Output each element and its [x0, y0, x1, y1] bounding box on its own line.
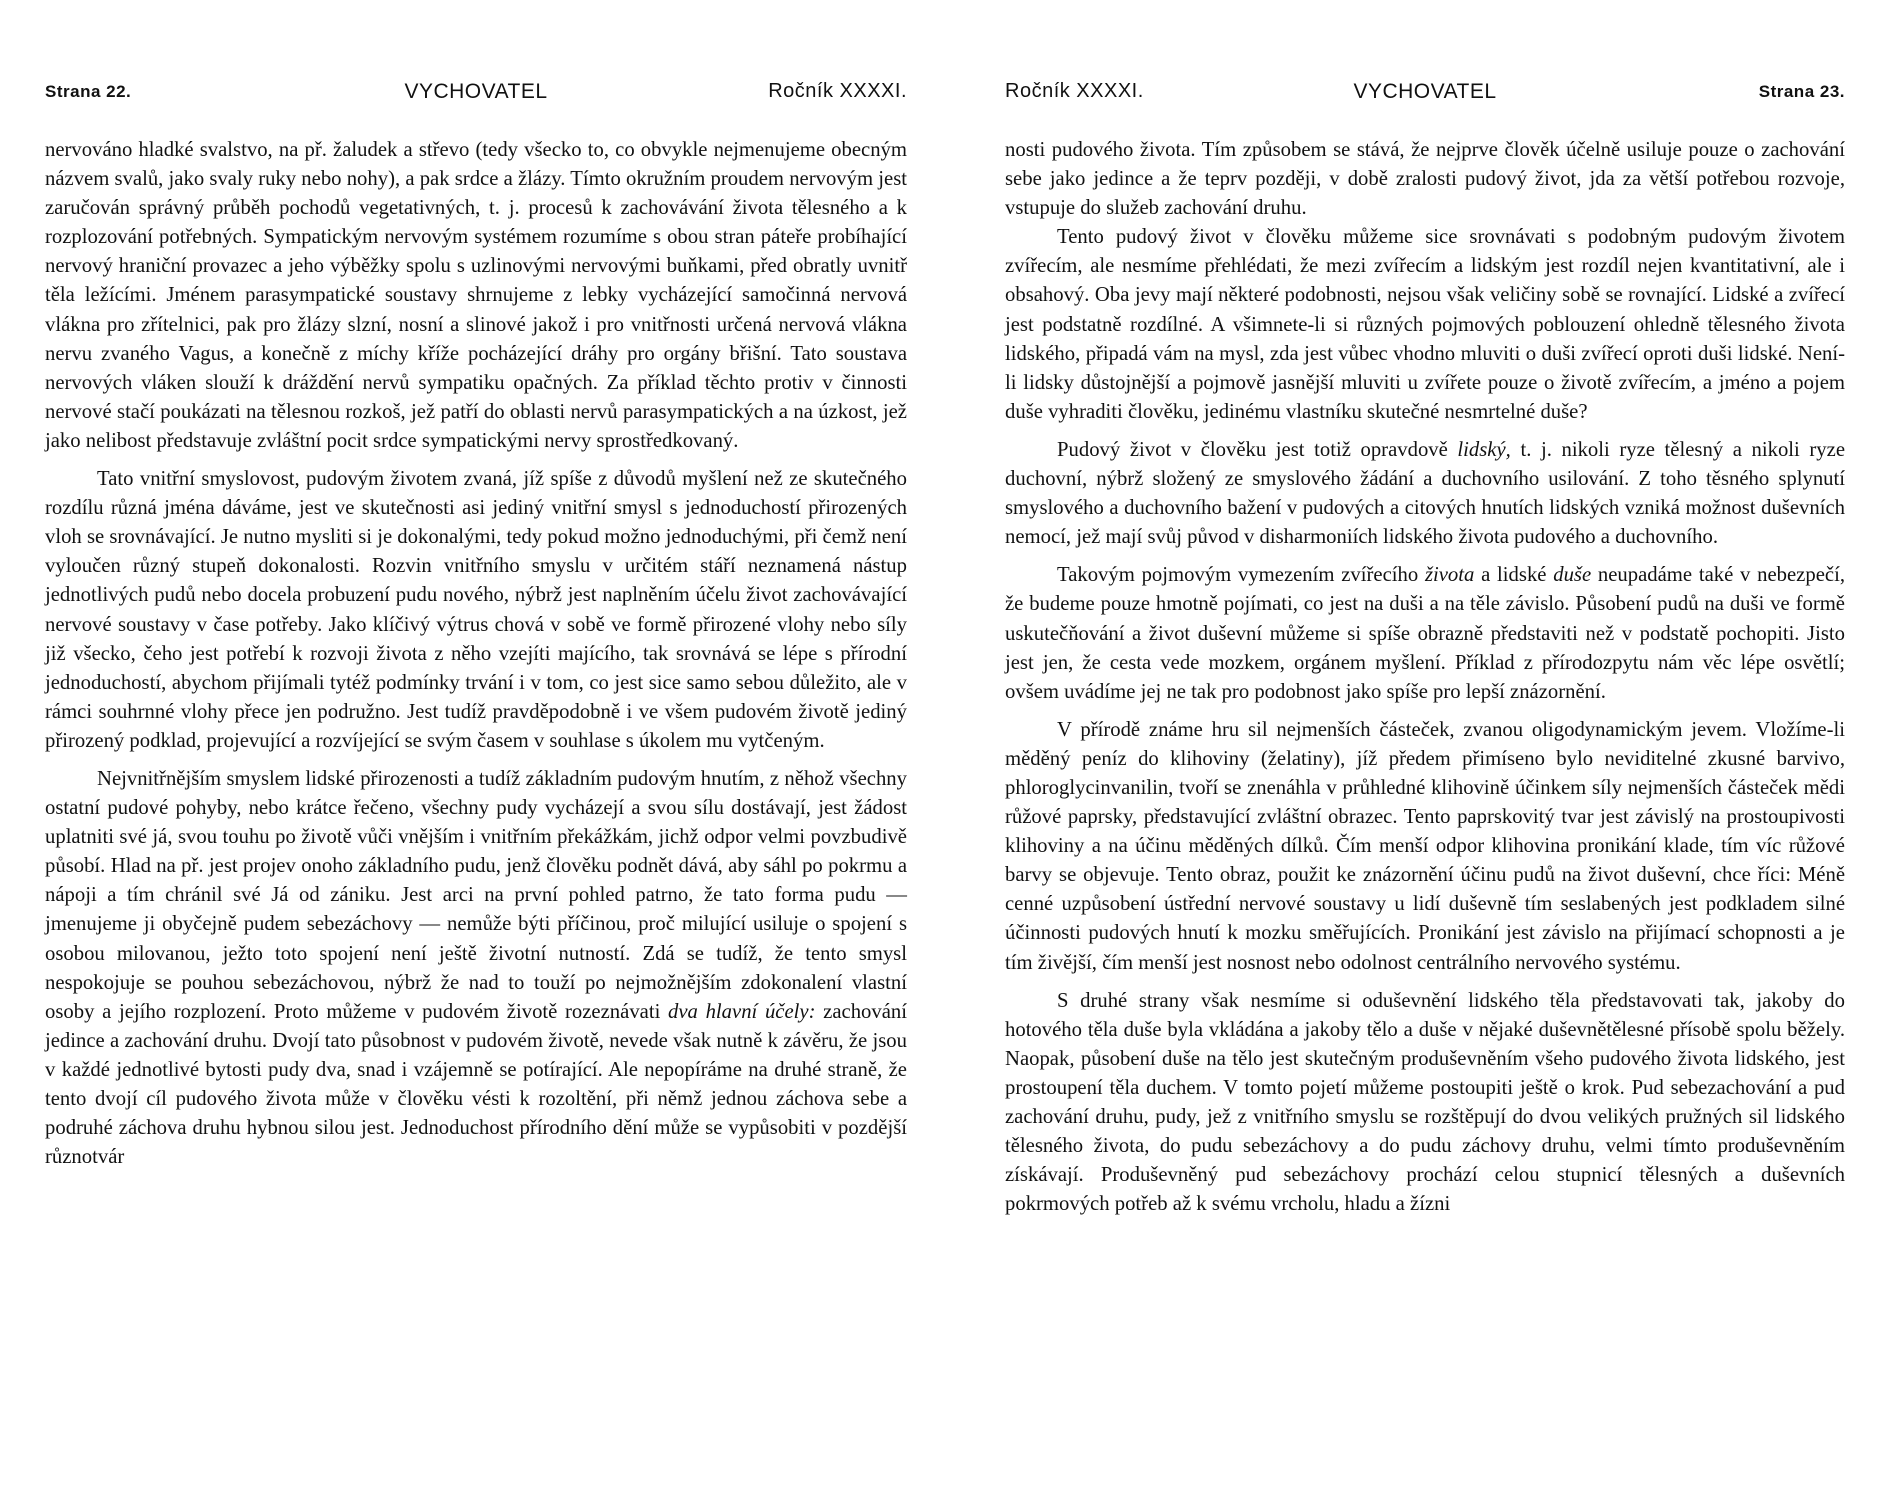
paragraph-text: a lidské: [1474, 564, 1554, 587]
paragraph-text: Pudový život v člověku jest totiž opravdově: [1057, 438, 1458, 461]
right-body-text: [1005, 136, 1845, 1219]
paragraph: V přírodě známe hru sil nejmenších částeček, zvanou oligodynamickým jevem. Vložíme-li měděný peníz do klihoviny (želatiny), jíž předem přimíseno bylo neviditelné zkusné barvivo, phloroglycinvanilin, tvoří se znenáhla v průhledné klihovině účinkem síly nejmenších částeček mědi růžové paprsky, představující zvláštní obrazec. Tento paprskovitý tvar jest závislý na prostoupivosti klihoviny a na účinu měděných dílků. Čím menší odpor klihovina pronikání klade, tím víc růžové barvy se objevuje. Tento obraz, použit ke znázornění účinu pudů na život duševní, chce říci: Méně cenné uzpůsobení ústřední nervové soustavy u lidí duševně tím seslabených jest podkladem silné účinnosti pudových hnutí k mozku směřujících. Pronikání jest závislo na přijímací schopnosti a je tím živější, čím menší jest nosnost nebo odolnost centrálního nervového systému.: [1005, 718, 1845, 974]
right-page: [1005, 0, 1845, 1500]
emphasized-text: duše: [1553, 564, 1592, 587]
emphasized-text: dva hlavní účely:: [668, 1000, 816, 1023]
paragraph: [1005, 561, 1845, 706]
paragraph-text: Nejvnitřnějším smyslem lidské přirozenosti a tudíž základním pudovým hnutím, z něhož všechny ostatní pudové pohyby, nebo krátce řečeno, všechny pudy vycházejí a svou sílu dostávají, jest žádost uplatniti své já, svou touhu po životě vůči vnějším i vnitřním překážkám, jichž odpor velmi povzbudivě působí. Hlad na př. jest projev onoho základního pudu, jenž člověku podnět dává, aby sáhl po pokrmu a nápoji a tím chránil své Já od zániku. Jest arci na první pohled patrno, že tato forma pudu — jmenujeme ji obyčejně pudem sebezáchovy — nemůže býti příčinou, proč milující usiluje o spojení s osobou milovanou, ježto toto spojení není ještě životní nutností. Zdá se tudíž, že tento smysl nespokojuje se pouhou sebezáchovou, nýbrž že nad to touží po nejmožnějším zdokonalení vlastní osoby a jejího rozplození. Proto můžeme v pudovém životě rozeznávati: [45, 767, 907, 1023]
paragraph-text: zachování jedince a zachování druhu. Dvojí tato působnost v pudovém životě, nevede však nutně k závěru, že jsou v každé jednotlivé bytosti pudy dva, snad i vzájemně se potírající. Ale nepopíráme na druhé straně, že tento dvojí cíl pudového života může v člověku vésti k rozoltění, při němž jednou záchova sebe a podruhé záchova druhu hybnou silou jest. Jednoduchost přírodního dění může se vypůsobiti v pozdější různotvár: [45, 1000, 908, 1169]
left-volume-label: Ročník XXXXI.: [768, 80, 907, 102]
emphasized-text: lidský,: [1457, 438, 1511, 461]
paragraph: [45, 765, 907, 1172]
right-running-head: [1005, 80, 1845, 106]
paragraph: S druhé strany však nesmíme si oduševnění lidského těla představovati tak, jakoby do hotového těla duše byla vkládána a jakoby tělo a duše v nějaké duševnětělesné přísobě spolu běžely. Naopak, působení duše na tělo jest skutečným produševněním všeho pudového života lidského, jest prostoupení těla duchem. V tomto pojetí můžeme postoupiti ještě o krok. Pud sebezachování a pud zachování druhu, pudy, jež z vnitřního smyslu se rozštěpují do dvou velikých pružných sil lidského tělesného života, do pudu sebezáchovy a do pudu záchovy druhu, velmi tímto produševněním získávají. Produševněný pud sebezáchovy prochází celou stupnicí tělesných a duševních pokrmových potřeb až k svému vrcholu, hladu a žízni: [1005, 989, 1845, 1216]
left-journal-title: VYCHOVATEL: [404, 80, 548, 103]
paragraph: nervováno hladké svalstvo, na př. žaludek a střevo (tedy všecko to, co obvykle nejmenujeme obecným názvem svalů, jako svaly ruky nebo nohy), a pak srdce a žlázy. Tímto okružním proudem nervovým jest zaručován správný průběh pochodů vegetativných, t. j. procesů k zachovávání života tělesného a k rozplozování potřebných. Sympatickým nervovým systémem rozumíme s obou stran páteře probíhající nervový hraniční provazec a jeho výběžky spolu s uzlinovými nervovými buňkami, před obratly uvnitř těla ležícími. Jménem parasympatické soustavy shrnujeme z lebky vycházející samočinná nervová vlákna pro zřítelnici, pak pro žlázy slzní, nosní a slinové jakož i pro vnitřnosti určená nervová vlákna nervu zvaného Vagus, a konečně z míchy kříže pocházející dráhy pro orgány břišní. Tato soustava nervových vláken slouží k dráždění nervů sympatiku opačných. Za příklad těchto protiv v činnosti nervové stačí poukázati na tělesnou rozkoš, jež patří do oblasti nervů parasympatických a na úzkost, jež jako nelibost představuje zvláštní pocit srdce sympatickými nervy sprostředkovaný.: [45, 139, 907, 452]
left-running-head: [45, 80, 907, 106]
paragraph-text: t. j. nikoli ryze tělesný a nikoli ryze duchovní, nýbrž složený ze smyslového žádání a duchovního usilování. Z toho těsného splynutí smyslového a duchovního bažení v pudových a citových hnutích lidských vzniká možnost duševních nemocí, jež mají svůj původ v disharmoniích lidského života pudového a duchovního.: [1005, 438, 1845, 549]
left-page-number: Strana 22.: [45, 82, 132, 101]
right-page-number: Strana 23.: [1758, 82, 1845, 101]
right-volume-label: Ročník XXXXI.: [1005, 80, 1144, 102]
paragraph: nosti pudového života. Tím způsobem se stává, že nejprve člověk účelně usiluje pouze o zachování sebe jako jedince a že teprv později, v době zralosti pudový život, jda za větší potřebou rozvoje, vstupuje do služeb zachování druhu.: [1005, 139, 1845, 220]
left-page: [45, 0, 907, 1500]
paragraph: [1005, 436, 1845, 552]
paragraph-text: Takovým pojmovým vymezením zvířecího: [1057, 564, 1425, 587]
emphasized-text: života: [1424, 564, 1475, 587]
paragraph-text: neupadáme také v nebezpečí, že budeme pouze hmotně pojímati, co jest na duši a na těle závislo. Působení pudů na duši ve formě uskutečňování a život duševní můžeme si spíše obrazně představiti než v podstatě pochopiti. Jisto jest jen, že cesta vede mozkem, orgánem myšlení. Příklad z přírodozpytu nám věc lépe osvětlí; ovšem uvádíme jej ne tak pro podobnost jako spíše pro lepší znázornění.: [1005, 564, 1845, 703]
right-journal-title: VYCHOVATEL: [1353, 80, 1497, 103]
left-body-text: [45, 136, 907, 1172]
paragraph: Tento pudový život v člověku můžeme sice srovnávati s podobným pudovým životem zvířecím, ale nesmíme přehlédati, že mezi zvířecím a lidským jest rozdíl nejen kvantitativní, ale i obsahový. Oba jevy mají některé podobnosti, nejsou však veličiny sobě se rovnající. Lidské a zvířecí jest podstatně rozdílné. A všimnete-li si různých pojmových poblouzení ohledně tělesného života lidského, připadá vám na mysl, zda jest vůbec vhodno mluviti o duši zvířecí oproti duši lidské. Není-li lidsky důstojnější a pojmově jasnější mluviti u zvířete pouze o životě zvířecím, a jméno a pojem duše vyhraditi člověku, jedinému vlastníku skutečné nesmrtelné duše?: [1005, 226, 1845, 423]
paragraph: Tato vnitřní smyslovost, pudovým životem zvaná, jíž spíše z důvodů myšlení než ze skutečného rozdílu různá jména dáváme, jest ve skutečnosti asi jediný vnitřní smysl s jednoduchostí přirozených vloh se srovnávající. Je nutno mysliti si je dokonalými, tedy pokud možno jednoduchými, při čemž není vyloučen různý stupeň dokonalosti. Rozvin vnitřního smyslu v určitém stáří neznamená nástup jednotlivých pudů nebo docela probuzení pudu nového, nýbrž jest naplněním účelu život zachovávající nervové soustavy v čase potřeby. Jako klíčivý výtrus chová v sobě ve formě přirozené vlohy nebo síly již všecko, čeho jest potřebí k rozvoji života z něho vzejíti majícího, tak srovnává se lépe s přírodní jednoduchostí, abychom přijímali tytéž podmínky trvání i v tom, co jest sice samo sebou důležito, ale v rámci souhrnné vlohy přece jen podružno. Jest tudíž pravděpodobně i ve všem pudovém životě jediný přirozený podklad, projevující a rozvíjející se svým časem v souhlase s úkolem mu vytčeným.: [45, 468, 907, 752]
